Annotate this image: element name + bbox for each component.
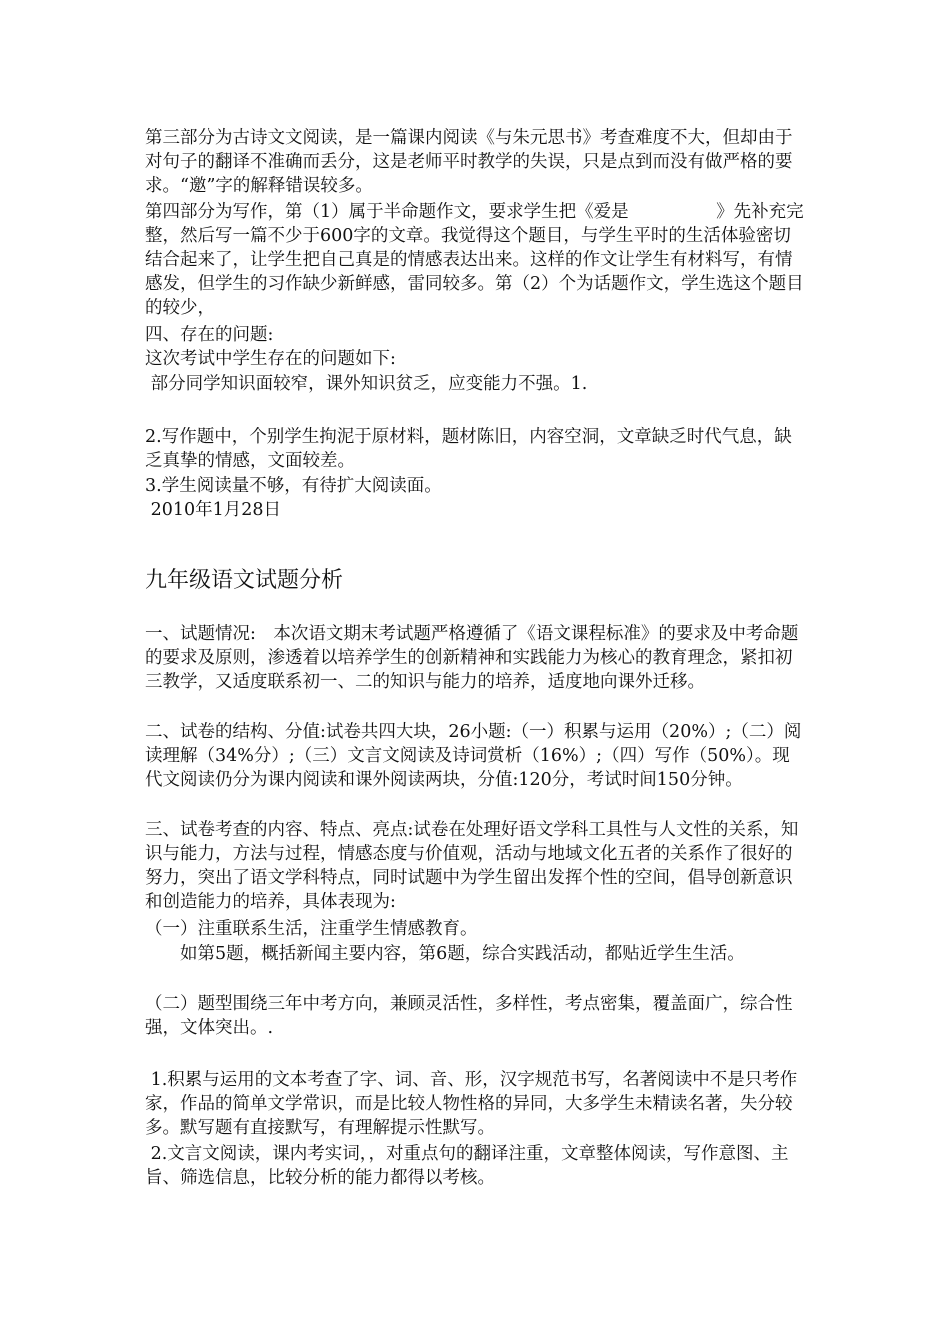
problem-item-1: 部分同学知识面较窄，课外知识贫乏，应变能力不强。1.	[145, 374, 588, 394]
analysis-item-1: 1.积累与运用的文本考查了字、词、音、形，汉字规范书写，名著阅读中不是只考作家，作品的简单文学常识，而是比较人物性格的异同，大多学生未精读名著，失分较多。默写题有直接默写，有理解提示性默写。	[145, 1070, 798, 1138]
paragraph-classical-reading: 第三部分为古诗文文阅读，是一篇课内阅读《与朱元思书》考查难度不大，但却由于对句子的翻译不准确而丢分，这是老师平时教学的失误，只是点到而没有做严格的要求。“邀”字的解释错误较多。	[145, 128, 793, 196]
paragraph-exam-overview: 一、试题情况: 本次语文期末考试题严格遵循了《语文课程标准》的要求及中考命题的要求及原则，渗透着以培养学生的创新精神和实践能力为核心的教育理念，紧扣初三教学，又适度联系初一、二的知识与能力的培养，适度地向课外迁移。	[145, 624, 799, 692]
section-heading-problems: 四、存在的问题:	[145, 325, 274, 345]
feature-item-1: （一）注重联系生活，注重学生情感教育。	[145, 919, 478, 939]
feature-item-1-detail: 如第5题，概括新闻主要内容，第6题，综合实践活动，都贴近学生生活。	[145, 944, 745, 964]
document-date: 2010年1月28日	[145, 500, 282, 520]
document-title: 九年级语文试题分析	[145, 568, 344, 593]
feature-item-2: （二）题型围绕三年中考方向，兼顾灵活性，多样性，考点密集，覆盖面广，综合性强，文体突出。.	[145, 994, 793, 1038]
analysis-item-2: 2.文言文阅读，课内考实词，，对重点句的翻译注重，文章整体阅读，写作意图、主旨、筛选信息，比较分析的能力都得以考核。	[145, 1144, 789, 1188]
paragraph-exam-structure: 二、试卷的结构、分值:试卷共四大块，26小题:（一）积累与运用（20%）;（二）阅读理解（34%分）;（三）文言文阅读及诗词赏析（16%）;（四）写作（50%）。现代文阅读仍分为课内阅读和课外阅读两块，分值:120分，考试时间150分钟。	[145, 722, 802, 790]
paragraph-exam-features: 三、试卷考查的内容、特点、亮点:试卷在处理好语文学科工具性与人文性的关系，知识与能力，方法与过程，情感态度与价值观，活动与地域文化五者的关系作了很好的努力，突出了语文学科特点，同时试题中为学生留出发挥个性的空间，倡导创新意识和创造能力的培养，具体表现为:	[145, 820, 799, 912]
paragraph-problems-intro: 这次考试中学生存在的问题如下:	[145, 349, 396, 369]
problem-item-2: 2.写作题中，个别学生拘泥于原材料，题材陈旧，内容空洞，文章缺乏时代气息，缺乏真挚的情感，文面较差。	[145, 427, 792, 471]
paragraph-writing-analysis: 第四部分为写作，第（1）属于半命题作文，要求学生把《爱是 》先补充完整，然后写一篇不少于600字的文章。我觉得这个题目，与学生平时的生活体验密切结合起来了，让学生把自己真是的情感表达出来。这样的作文让学生有材料写，有情感发，但学生的习作缺少新鲜感，雷同较多。第（2）个为话题作文，学生选这个题目的较少，	[145, 202, 804, 318]
problem-item-3: 3.学生阅读量不够，有待扩大阅读面。	[145, 476, 442, 496]
